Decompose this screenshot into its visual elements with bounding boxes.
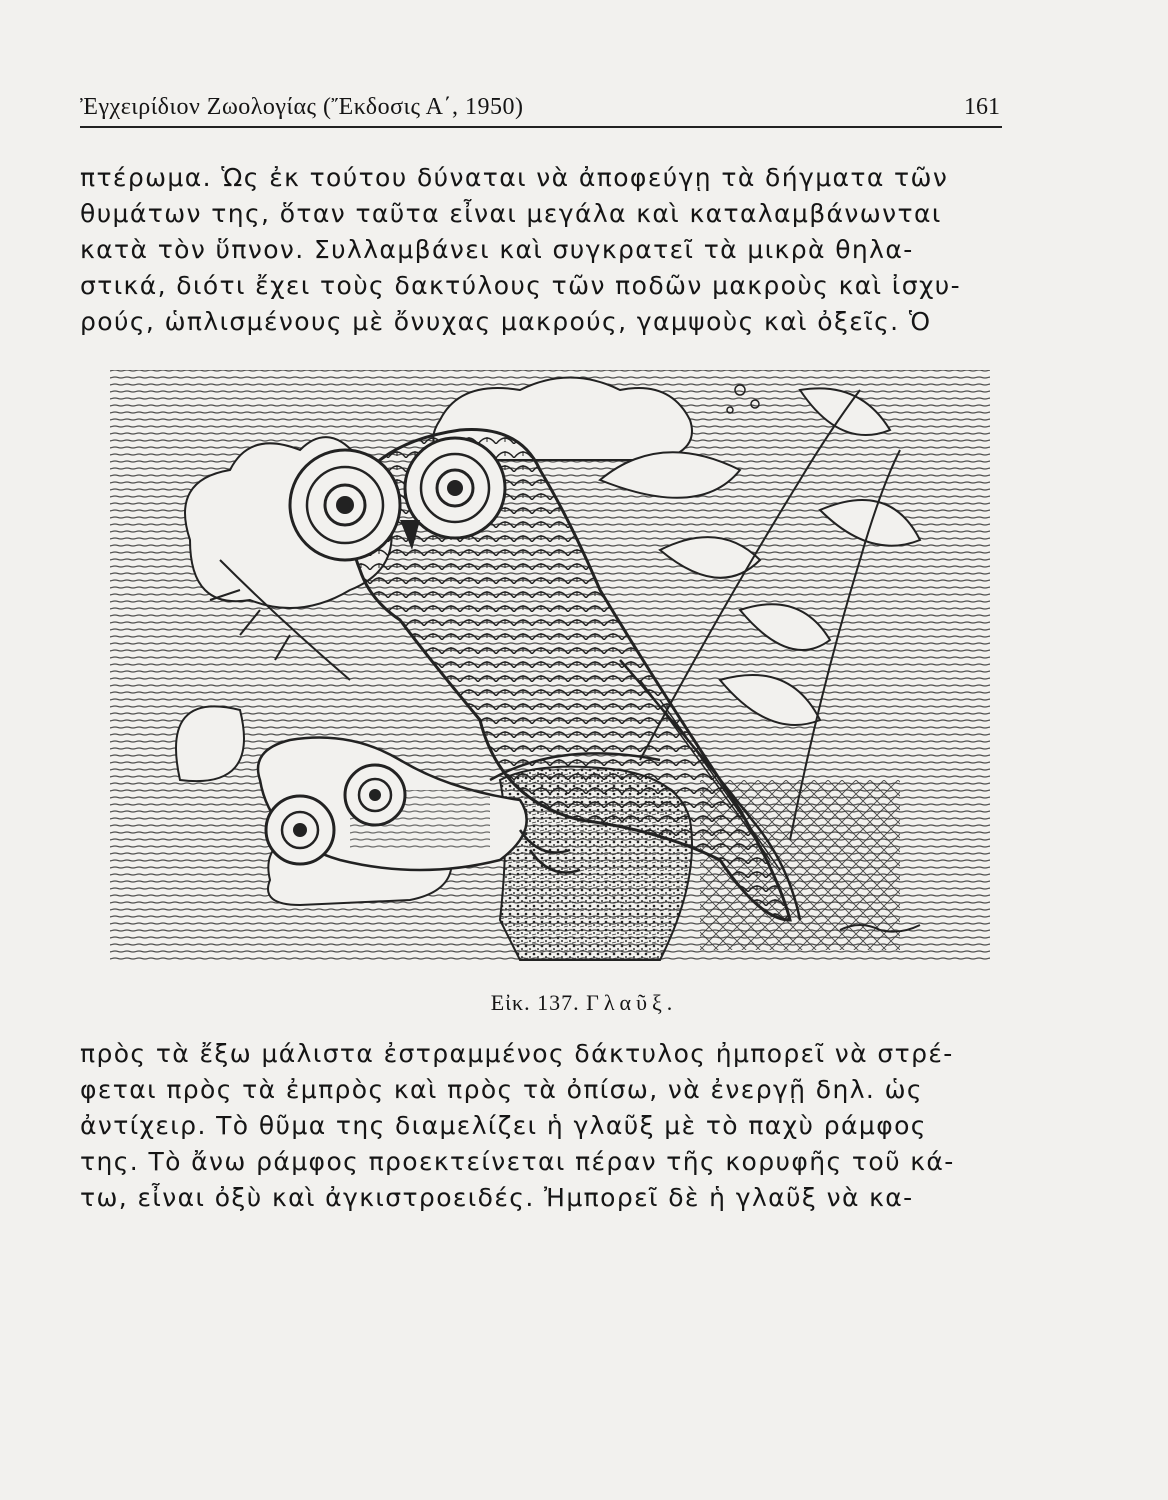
caption-number: Εἰκ. 137.: [490, 990, 580, 1015]
paragraph-bottom: [80, 1036, 1005, 1216]
text-line: της. Τὸ ἄνω ράμφος προεκτείνεται πέραν τῆς κορυφῆς τοῦ κά-: [80, 1147, 955, 1176]
text-line: πρὸς τὰ ἔξω μάλιστα ἐστραμμένος δάκτυλος ἠμπορεῖ νὰ στρέ-: [80, 1039, 954, 1068]
text-line: ἀντίχειρ. Τὸ θῦμα της διαμελίζει ἡ γλαῦξ μὲ τὸ παχὺ ράμφος: [80, 1111, 927, 1140]
text-line: πτέρωμα. Ὡς ἐκ τούτου δύναται νὰ ἀποφεύγῃ τὰ δήγματα τῶν: [80, 163, 949, 192]
figure-caption: [0, 990, 1168, 1016]
header-title: Ἐγχειρίδιον Ζωολογίας (Ἔκδοσις Α΄, 1950): [80, 94, 524, 120]
text-line: τω, εἶναι ὀξὺ καὶ ἀγκιστροειδές. Ἠμπορεῖ δὲ ἡ γλαῦξ νὰ κα-: [80, 1183, 914, 1212]
paragraph-top: [80, 160, 1005, 340]
text-line: στικά, διότι ἔχει τοὺς δακτύλους τῶν ποδῶν μακροὺς καὶ ἰσχυ-: [80, 271, 962, 300]
caption-title: Γλαῦξ.: [586, 990, 678, 1015]
owl-illustration: [100, 360, 1000, 970]
running-header: [80, 92, 1002, 128]
page-number: 161: [964, 94, 1000, 120]
text-line: θυμάτων της, ὅταν ταῦτα εἶναι μεγάλα καὶ καταλαμβάνωνται: [80, 199, 942, 228]
text-line: κατὰ τὸν ὕπνον. Συλλαμβάνει καὶ συγκρατεῖ τὰ μικρὰ θηλα-: [80, 235, 914, 264]
text-line: φεται πρὸς τὰ ἐμπρὸς καὶ πρὸς τὰ ὀπίσω, νὰ ἐνεργῇ δηλ. ὡς: [80, 1075, 923, 1104]
text-line: ρούς, ὡπλισμένους μὲ ὄνυχας μακρούς, γαμψοὺς καὶ ὀξεῖς. Ὁ: [80, 307, 932, 336]
